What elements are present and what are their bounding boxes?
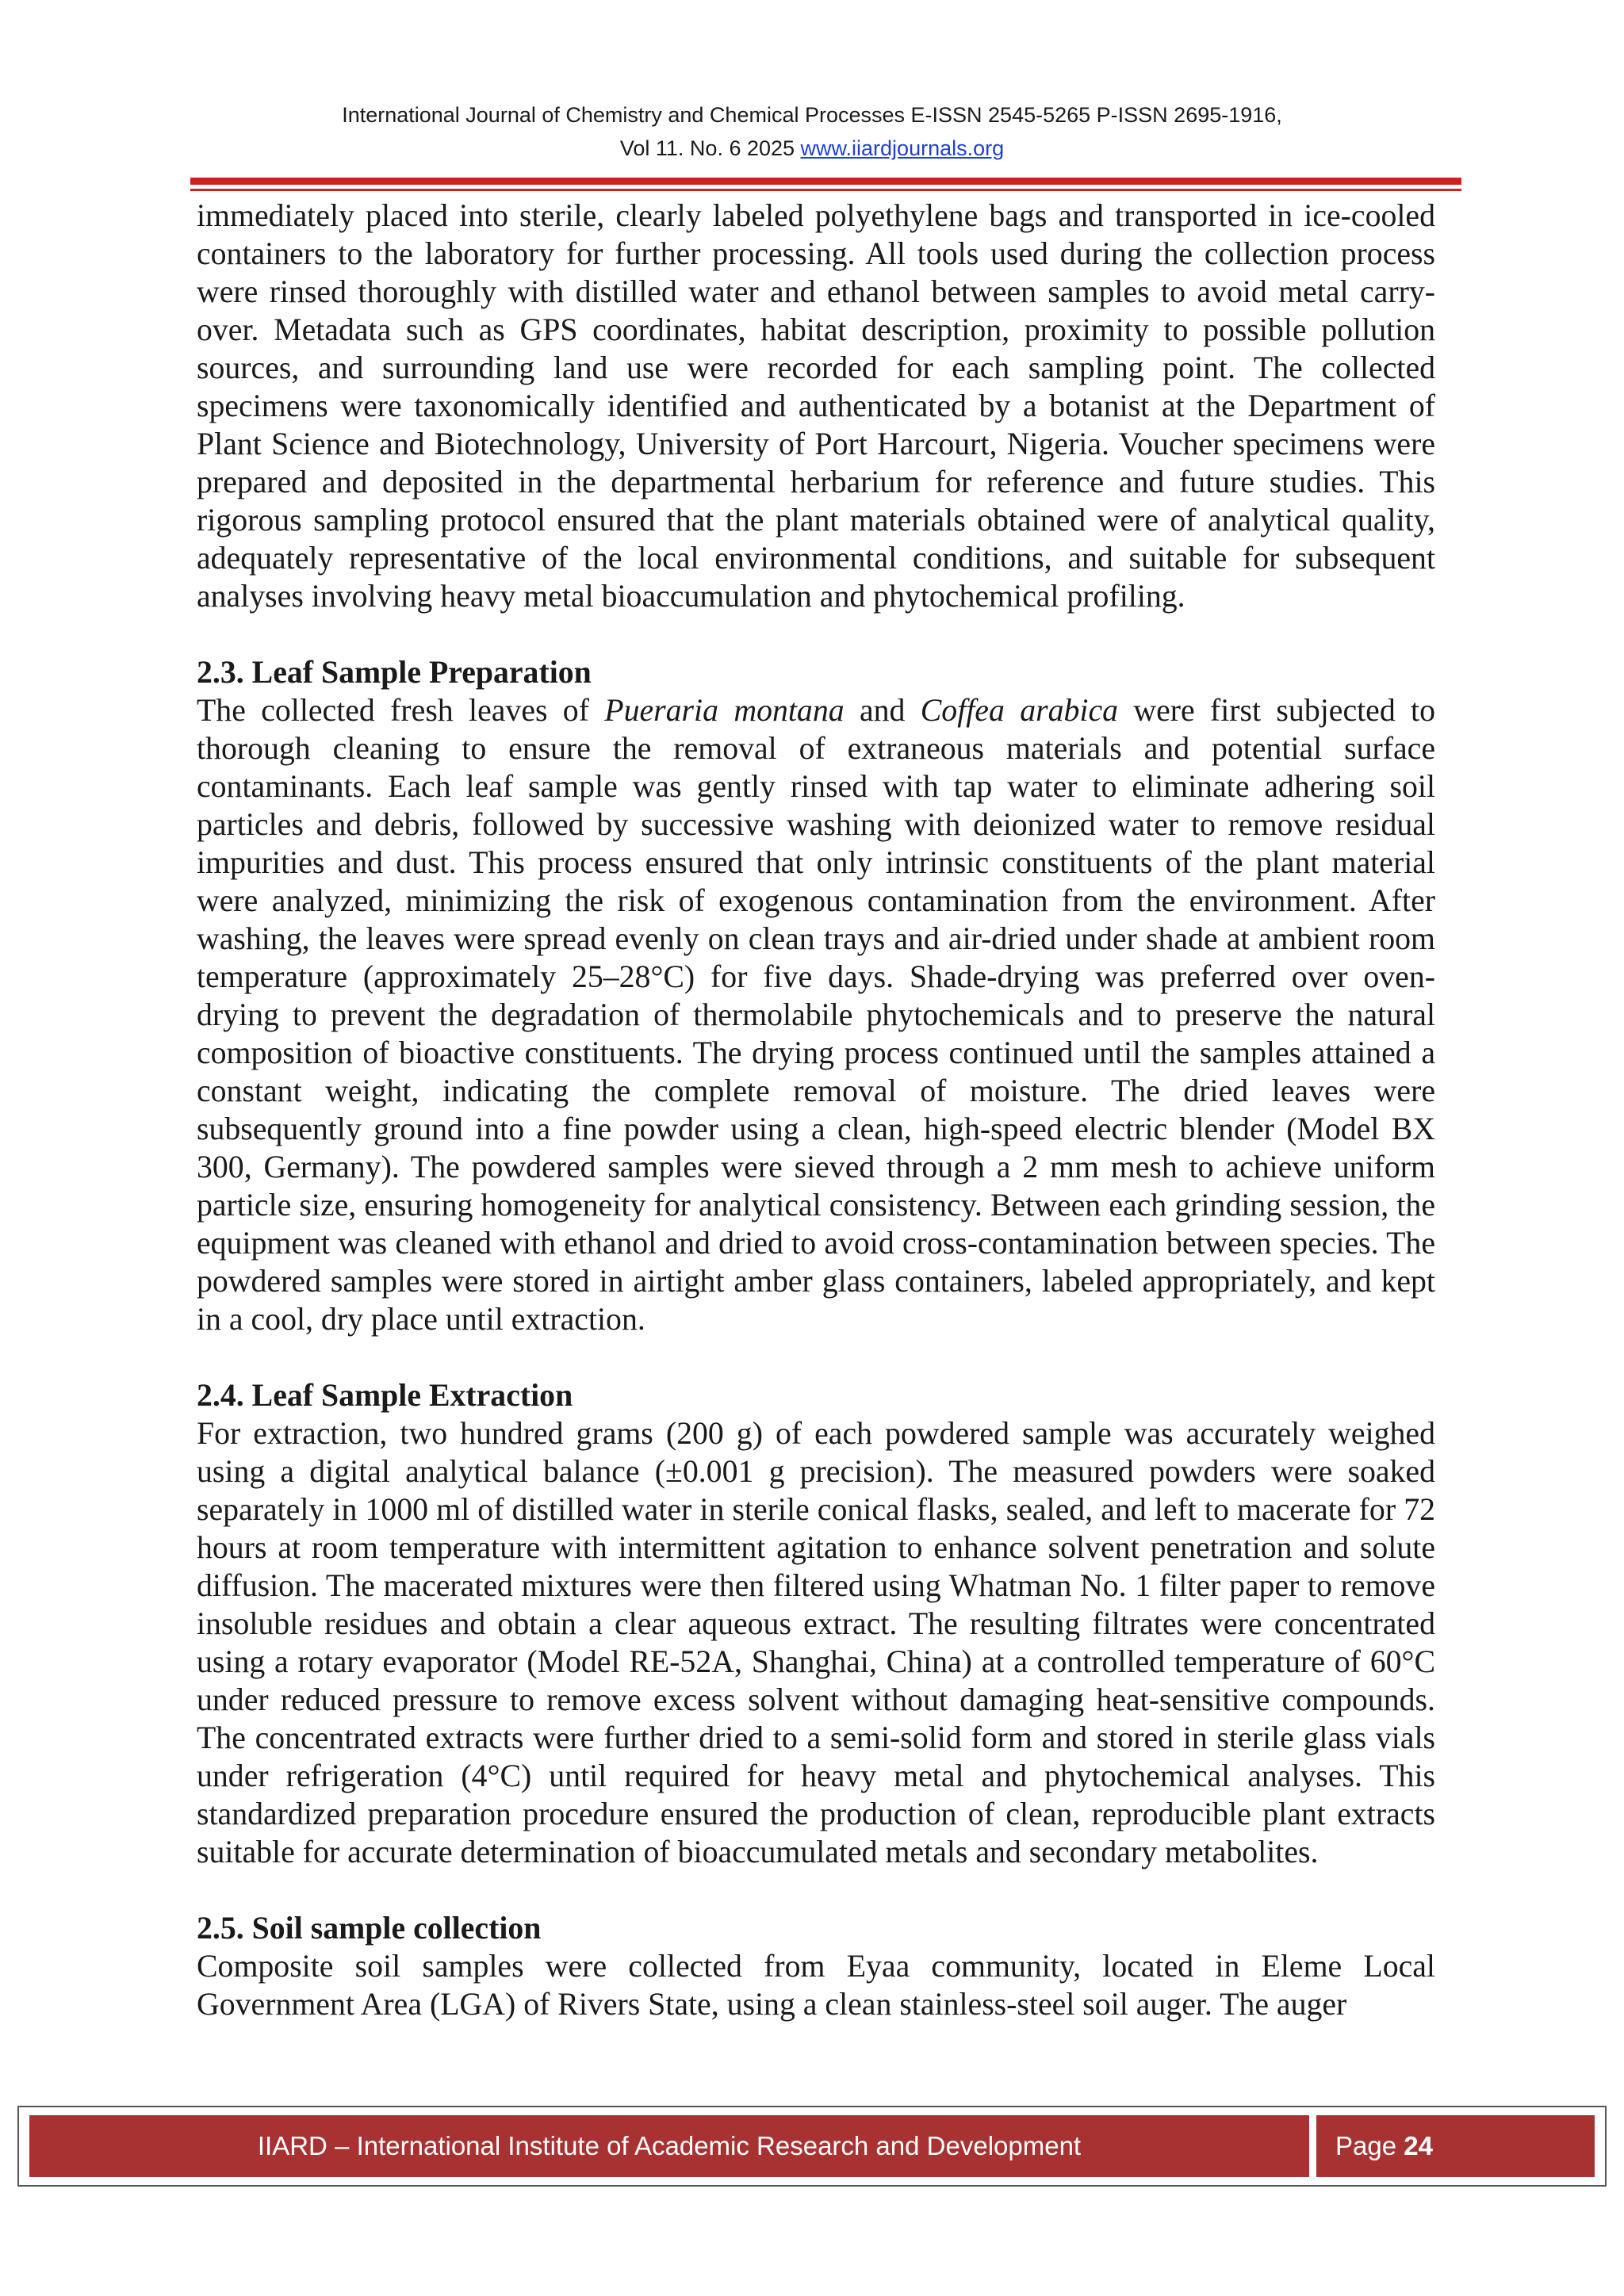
text-run: were first subjected to thorough cleaning to ensure the removal of extraneous materials and potential surface contaminants. Each leaf sample was gently rinsed with tap water to eliminate adhering soil particles and debris, followed by successive washing with deionized water to remove residual impurities and dust. This process ensured that only intrinsic constituents of the plant material were analyzed, minimizing the risk of exogenous contamination from the environment. After washing, the leaves were spread evenly on clean trays and air-dried under shade at ambient room temperature (approximately 25–28°C) for five days. Shade-drying was preferred over oven-drying to prevent the degradation of thermolabile phytochemicals and to preserve the natural composition of bioactive constituents. The drying process continued until the samples attained a constant weight, indicating the complete removal of moisture. The dried leaves were subsequently ground into a fine powder using a clean, high-speed electric blender (Model BX 300, Germany). The powdered samples were sieved through a 2 mm mesh to achieve uniform particle size, ensuring homogeneity for analytical consistency. Between each grinding session, the equipment was cleaned with ethanol and dried to avoid cross-contamination between species. The powdered samples were stored in airtight amber glass containers, labeled appropriately, and kept in a cool, dry place until extraction.: [197, 693, 1436, 1337]
volume-line: [0, 132, 1624, 165]
species-pueraria-montana: Pueraria montana: [604, 693, 845, 728]
journal-line: International Journal of Chemistry and Chemical Processes E-ISSN 2545-5265 P-ISSN 2695-1916,: [342, 103, 1282, 127]
paragraph-leaf-preparation: [197, 691, 1435, 1338]
heading-leaf-sample-extraction: 2.4. Leaf Sample Extraction: [197, 1378, 573, 1413]
running-header: [0, 98, 1624, 165]
volume-issue: Vol 11. No. 6 2025: [619, 136, 801, 160]
journal-website-link[interactable]: www.iiardjournals.org: [800, 136, 1005, 160]
paragraph-sampling-protocol: immediately placed into sterile, clearly labeled polyethylene bags and transported in ice-cooled containers to the laboratory for further processing. All tools used during the collection process were rinsed thoroughly with distilled water and ethanol between samples to avoid metal carry-over. Metadata such as GPS coordinates, habitat description, proximity to possible pollution sources, and surrounding land use were recorded for each sampling point. The collected specimens were taxonomically identified and authenticated by a botanist at the Department of Plant Science and Biotechnology, University of Port Harcourt, Nigeria. Voucher specimens were prepared and deposited in the departmental herbarium for reference and future studies. This rigorous sampling protocol ensured that the plant materials obtained were of analytical quality, adequately representative of the local environmental conditions, and suitable for subsequent analyses involving heavy metal bioaccumulation and phytochemical profiling.: [197, 198, 1435, 614]
species-coffea-arabica: Coffea arabica: [920, 693, 1119, 728]
paragraph-soil-collection: Composite soil samples were collected from Eyaa community, located in Eleme Local Government Area (LGA) of Rivers State, using a clean stainless-steel soil auger. The auger: [197, 1949, 1435, 2022]
text-run: The collected fresh leaves of: [197, 693, 605, 728]
header-rule-thin: [190, 189, 1461, 191]
article-body: [197, 197, 1435, 2023]
page-label: Page: [1335, 2131, 1404, 2160]
paragraph-leaf-extraction: For extraction, two hundred grams (200 g) of each powdered sample was accurately weighed using a digital analytical balance (±0.001 g precision). The measured powders were soaked separately in 1000 ml of distilled water in sterile conical flasks, sealed, and left to macerate for 72 hours at room temperature with intermittent agitation to enhance solvent penetration and solute diffusion. The macerated mixtures were then filtered using Whatman No. 1 filter paper to remove insoluble residues and obtain a clear aqueous extract. The resulting filtrates were concentrated using a rotary evaporator (Model RE-52A, Shanghai, China) at a controlled temperature of 60°C under reduced pressure to remove excess solvent without damaging heat-sensitive compounds. The concentrated extracts were further dried to a semi-solid form and stored in sterile glass vials under refrigeration (4°C) until required for heavy metal and phytochemical analyses. This standardized preparation procedure ensured the production of clean, reproducible plant extracts suitable for accurate determination of bioaccumulated metals and secondary metabolites.: [197, 1416, 1435, 1869]
heading-soil-sample-collection: 2.5. Soil sample collection: [197, 1911, 542, 1946]
footer-page-number: [1316, 2115, 1595, 2177]
page-number: 24: [1404, 2131, 1433, 2160]
heading-leaf-sample-preparation: 2.3. Leaf Sample Preparation: [197, 655, 592, 690]
footer-institute: IIARD – International Institute of Academic Research and Development: [29, 2115, 1309, 2177]
text-run: and: [844, 693, 921, 728]
header-rule-thick: [190, 178, 1461, 185]
